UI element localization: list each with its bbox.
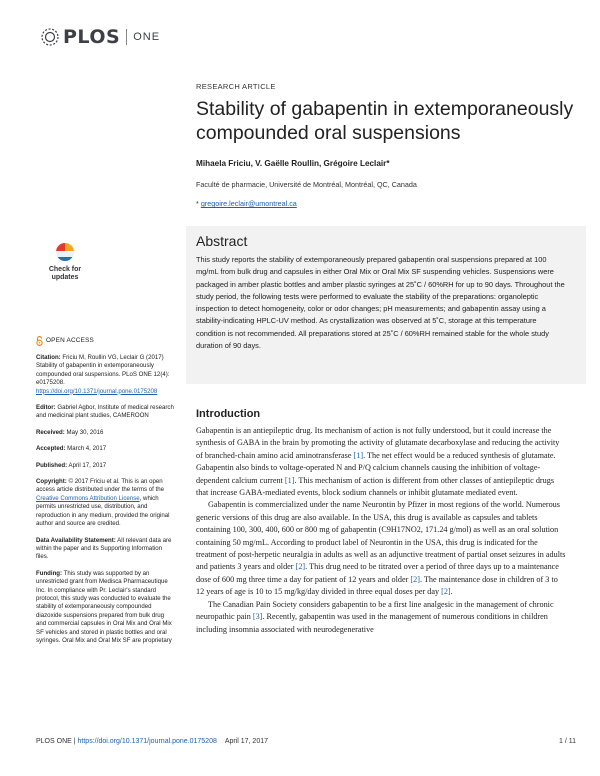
correspondence-marker: * <box>196 199 199 208</box>
intro-text: . This drug need to be titrated over a period of three days up to a maintenance dose of 600 mg three time a day for patient of 12 years and older <box>196 562 559 584</box>
check-updates-line2: updates <box>51 274 79 281</box>
funding-text: This study was supported by an unrestricted grant from Medisca Pharmaceutique Inc. In compliance with Pr. Leclair's standard protocol, this study was conducted to evaluate the stability of extemporaneously compounded diazoxide suspensions prepared from bulk drug and commercial capsules in Oral Mix and Oral Mix SF vehicles and stored in plastic bottles and oral syringes. Oral Mix and Oral Mix SF are proprietary <box>36 569 172 644</box>
article-sidebar <box>36 336 174 653</box>
intro-paragraph <box>196 499 568 598</box>
published-date: April 17, 2017 <box>68 461 107 469</box>
license-link[interactable]: Creative Commons Attribution License <box>36 494 140 502</box>
plos-one-logo[interactable] <box>40 26 160 48</box>
footer-journal: PLOS ONE | <box>36 738 76 745</box>
citation-ref[interactable]: [2] <box>441 587 451 597</box>
citation-ref[interactable]: [1] <box>284 475 295 485</box>
footer-date: April 17, 2017 <box>224 738 269 745</box>
intro-text: . This mechanism of action is different from other classes of antiepileptic drugs that increase GABA-mediated events, block sodium channels or inhibit glutamate mediated event. <box>196 475 555 498</box>
open-access-text: OPEN ACCESS <box>46 336 95 344</box>
copyright-block <box>36 478 174 528</box>
citation-label: Citation: <box>36 354 61 361</box>
abstract-heading: Abstract <box>196 233 248 249</box>
intro-paragraph <box>196 599 568 636</box>
accepted-date: March 4, 2017 <box>67 445 107 453</box>
journal-name: ONE <box>133 31 161 43</box>
copyright-tail: , which permits unrestricted use, distribution, and reproduction in any medium, provided the original author and source are credited. <box>36 494 170 528</box>
logo-divider <box>126 29 127 45</box>
affiliation: Faculté de pharmacie, Université de Montréal, Montréal, QC, Canada <box>196 180 417 189</box>
editor-block <box>36 404 174 421</box>
funding-label: Funding: <box>36 569 63 577</box>
introduction-body <box>196 425 568 636</box>
intro-text: . The net effect would be a reduced synthesis of glutamate. Gabapentin also binds to voltage-operated N and P/Q calcium channels causing the inhibition of voltage-dependent calcium current <box>196 450 556 485</box>
copyright-label: Copyright: <box>36 478 67 486</box>
citation-text: Friciu M, Roullin VG, Leclair G (2017) Stability of gabapentin in extemporaneously compounded oral suspensions. PLoS ONE 12(4): e0175208. <box>36 354 170 387</box>
citation-ref[interactable]: [3] <box>252 612 263 622</box>
page-footer <box>36 738 576 745</box>
citation-ref[interactable]: [2] <box>410 574 420 584</box>
editor-label: Editor: <box>36 404 56 412</box>
check-updates-line1: Check for <box>48 266 82 273</box>
intro-text: Gabapentin is commercialized under the name Neurontin by Pfizer in most regions of the world. Numerous generic versions of this drug are also available. In the USA, this drug is available as capsules and tablets containing 100, 300, 400, 600 or 800 mg of gabapentin (C9H17NO2, 171.24 g/mol) as well as an oral solution containing 50 mg/mL. According to product label of Neurontin in the USA, this drug is indicated for the treatment of post-herpetic neuralgia in adults as well as an adjunctive treatment of partial onset seizures in adults and patients 3 years and older <box>196 500 566 572</box>
plos-logo-icon <box>40 27 60 47</box>
citation-doi-link[interactable]: https://doi.org/10.1371/journal.pone.0175208 <box>36 387 158 395</box>
article-title: Stability of gabapentin in extemporaneously compounded oral suspensions <box>196 98 574 144</box>
funding-block <box>36 570 174 646</box>
open-lock-icon <box>36 336 43 346</box>
data-availability-label: Data Availability Statement: <box>36 536 116 544</box>
intro-paragraph <box>196 425 568 499</box>
abstract-text: This study reports the stability of extemporaneously prepared gabapentin oral suspensions prepared at 100 mg/mL from bulk drug and capsules in either Oral Mix or Oral Mix SF suspending vehicles. Suspensions were packaged in amber plastic bottles and amber plastic syringes at 25˚C / 60%RH for up to 90 days. Throughout the study period, the following tests were performed to evaluate the stability of the preparations: organoleptic inspection to detect homogeneity, color or odor changes; pH measurements; and gabapentin assay using a stability-indicating HPLC-UV method. As crystallization was observed at 5˚C, storage at this temperature condition is not recommended. All preparations stored at 25˚C / 60%RH remained stable for the whole study duration of 90 days. <box>196 255 565 351</box>
intro-text: . <box>450 587 453 597</box>
received-date: May 30, 2016 <box>66 428 104 436</box>
received-label: Received: <box>36 428 65 436</box>
correspondence-email-line <box>196 199 297 208</box>
page-number: 1 / 11 <box>559 738 576 745</box>
data-availability-block <box>36 537 174 562</box>
introduction-heading: Introduction <box>196 408 261 420</box>
citation-ref[interactable]: [2] <box>295 562 306 572</box>
check-updates-label <box>38 266 92 282</box>
editor-text: Gabriel Agbor, Institute of medical research and medicinal plant studies, CAMEROON <box>36 404 174 420</box>
article-type: RESEARCH ARTICLE <box>196 82 276 91</box>
intro-text: . Recently, gabapentin was used in the management of numerous conditions in children including insomnia associated with neurodegenerative <box>196 612 548 634</box>
published-label: Published: <box>36 461 68 469</box>
check-updates-icon <box>38 238 92 268</box>
accepted-label: Accepted: <box>36 445 66 453</box>
citation-block <box>36 354 174 396</box>
check-for-updates-badge[interactable] <box>38 238 92 292</box>
published-block <box>36 462 174 470</box>
intro-text: . The maintenance dose in children of 3 to 12 years of age is 10 to 15 mg/kg/day divided in three equal doses per day <box>196 574 558 597</box>
email-link[interactable]: gregoire.leclair@umontreal.ca <box>200 199 297 208</box>
intro-text: Gabapentin is an antiepileptic drug. Its mechanism of action is not fully understood, but it could increase the synthesis of GABA in the brain by promoting the activity of glutamate decarboxylase and reducing the activity of branched-chain amino acid aminotransferase <box>196 426 560 460</box>
author-list: Mihaela Friciu, V. Gaëlle Roullin, Grégoire Leclair* <box>196 159 390 168</box>
received-block <box>36 429 174 437</box>
intro-text: The Canadian Pain Society considers gabapentin to be a first line analgesic in the management of chronic neuropathic pain <box>196 599 554 622</box>
data-availability-text: All relevant data are within the paper and its Supporting Information files. <box>36 536 172 561</box>
copyright-text: © 2017 Friciu et al. This is an open access article distributed under the terms of the <box>36 478 165 494</box>
footer-doi-link[interactable]: https://doi.org/10.1371/journal.pone.0175208 <box>77 738 217 745</box>
brand-name: PLOS <box>63 26 121 48</box>
citation-ref[interactable]: [1] <box>353 450 364 460</box>
open-access-label <box>36 336 174 346</box>
accepted-block <box>36 445 174 453</box>
